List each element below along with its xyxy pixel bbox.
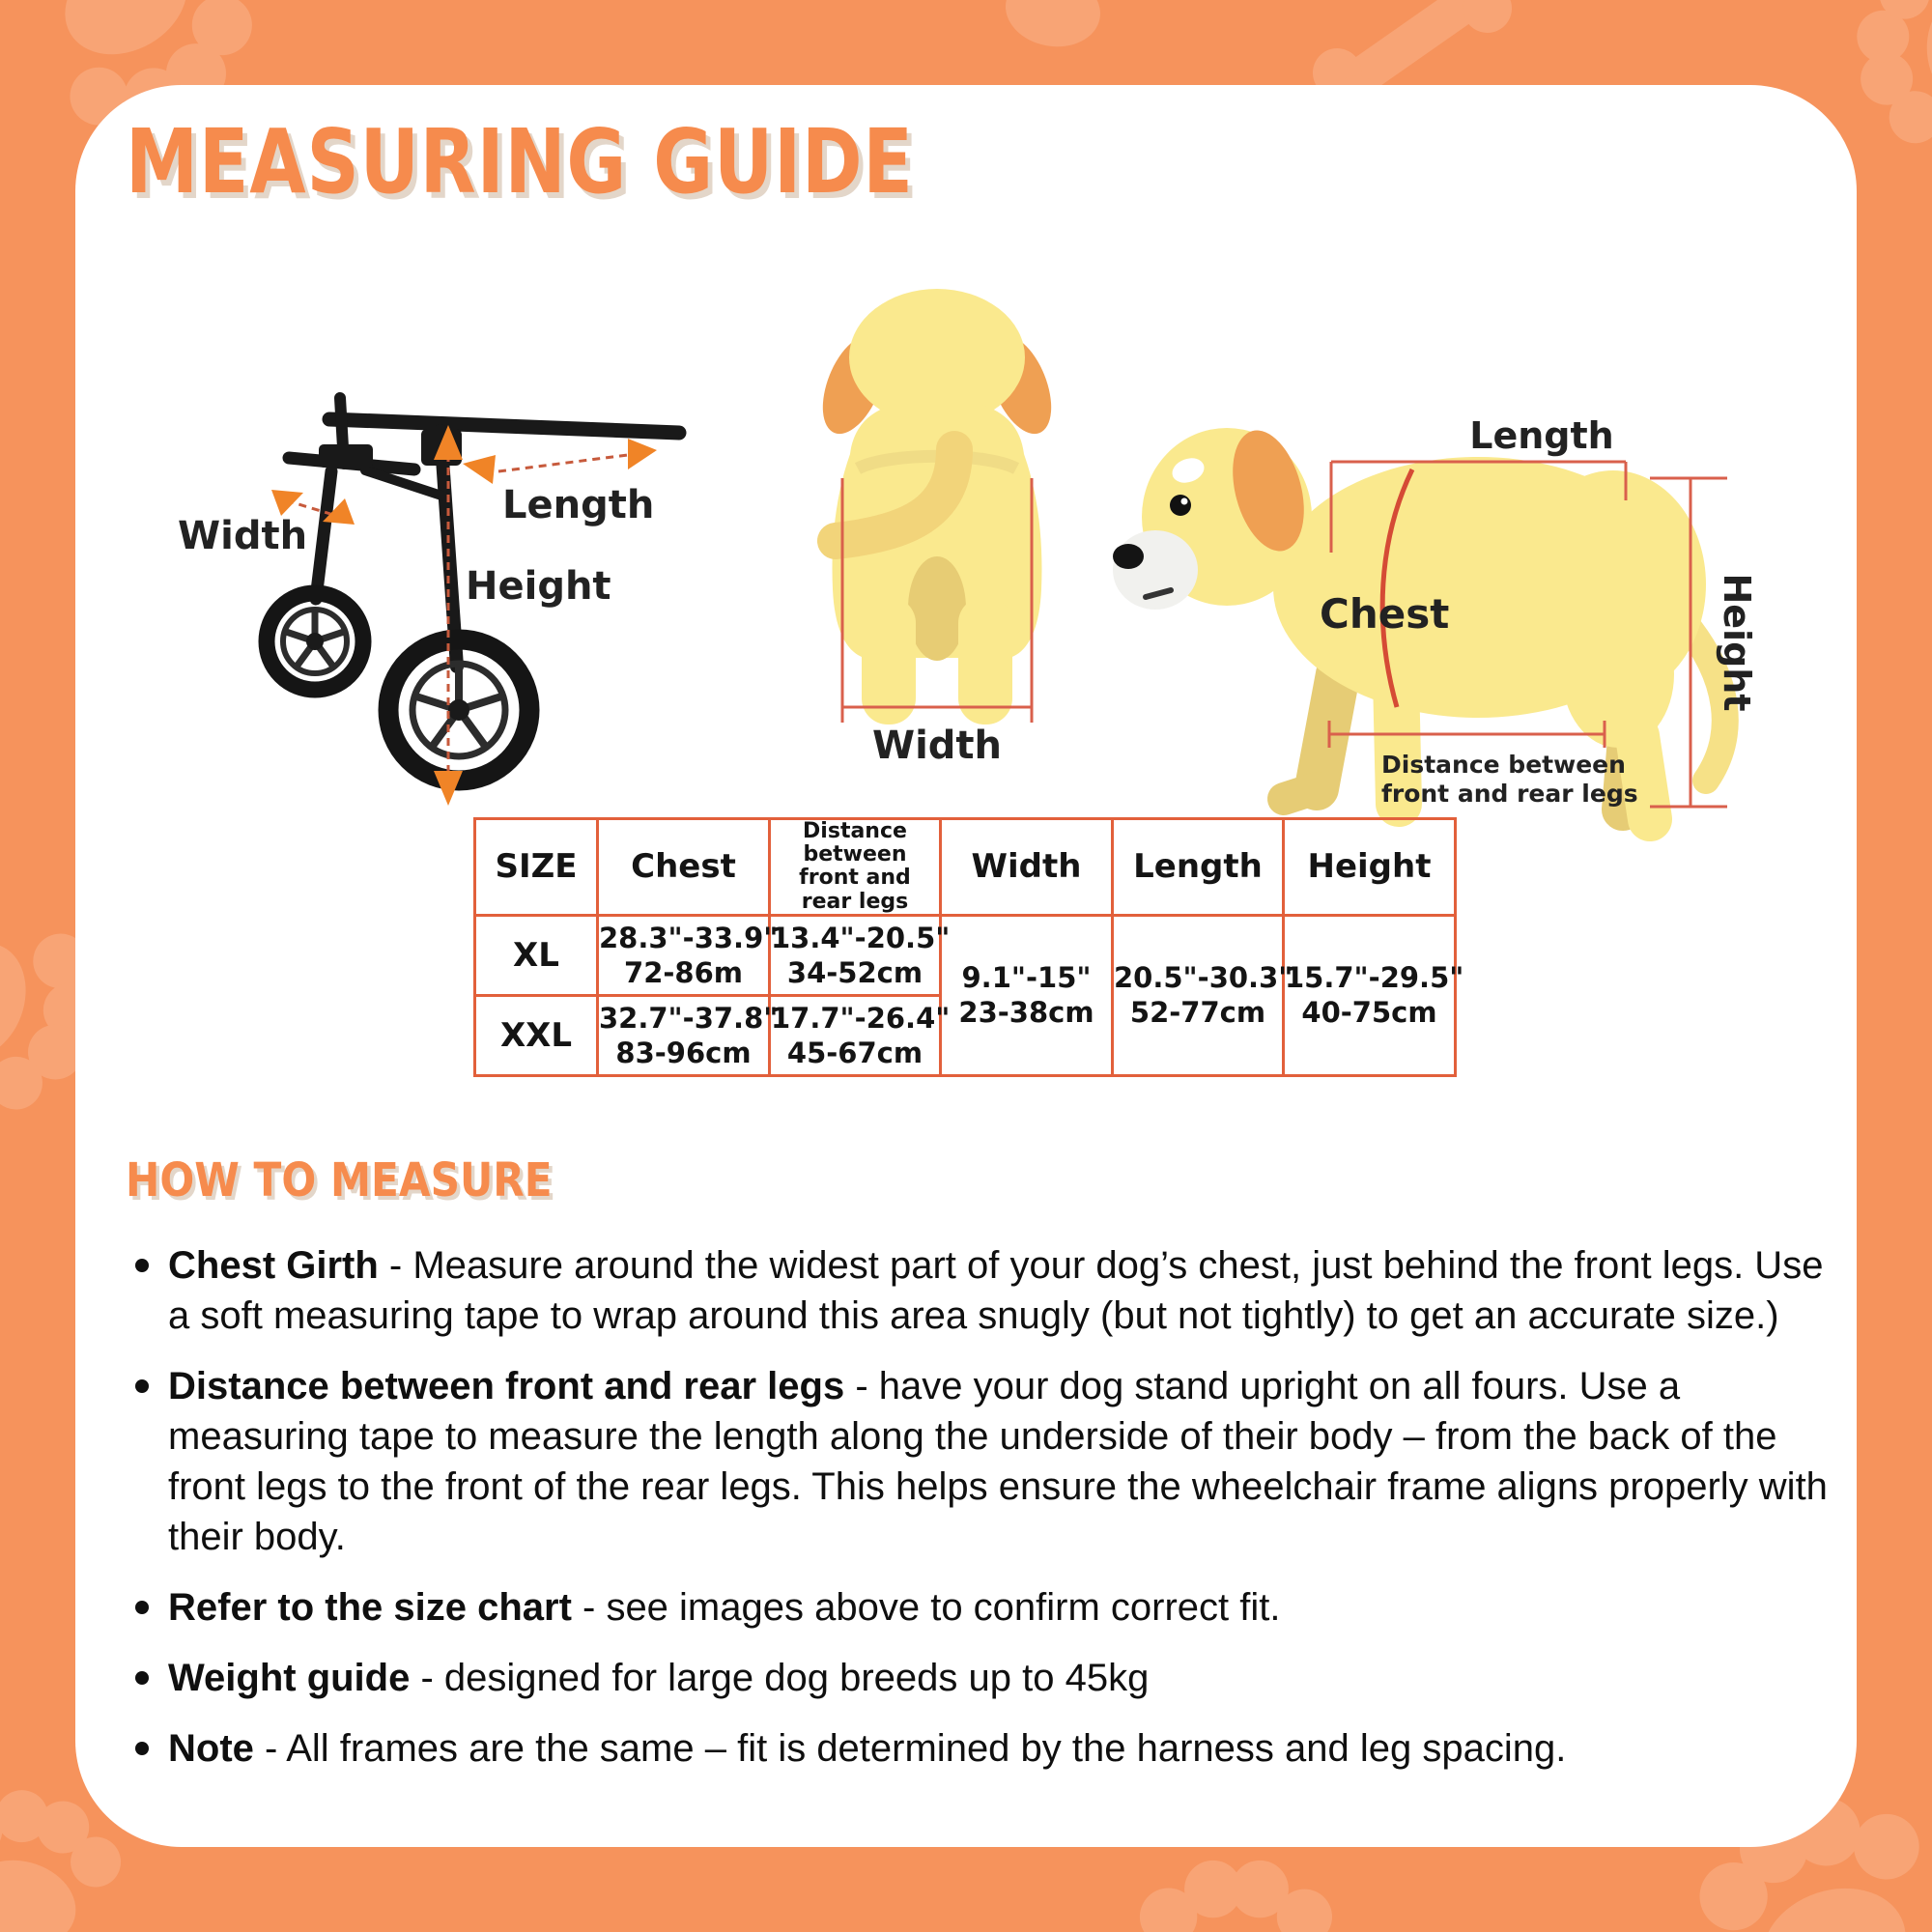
- cell-chest-xl: 28.3"-33.9" 72-86m: [598, 915, 770, 995]
- content-card: [75, 85, 1857, 1847]
- how-to-heading: HOW TO MEASURE: [126, 1153, 553, 1208]
- table-row: [475, 915, 1456, 995]
- cell-width-shared: 9.1"-15" 23-38cm: [941, 915, 1113, 1075]
- cell-size-xl: XL: [475, 915, 598, 995]
- wheelchair-height-label: Height: [466, 564, 611, 609]
- wheelchair-diagram: [133, 375, 713, 819]
- dog-side-height-label: Height: [1716, 573, 1758, 712]
- cell-length-shared: 20.5"-30.3" 52-77cm: [1113, 915, 1284, 1075]
- list-item-note: Note - All frames are the same – fit is determined by the harness and leg spacing.: [131, 1723, 1833, 1774]
- header-distance: Distance between front and rear legs: [770, 819, 941, 916]
- dog-side-distance-label-2: front and rear legs: [1381, 780, 1638, 808]
- header-width: Width: [941, 819, 1113, 916]
- wheelchair-length-label: Length: [502, 483, 655, 527]
- header-length: Length: [1113, 819, 1284, 916]
- rear-wheel: [388, 639, 529, 781]
- dog-side-length-label: Length: [1469, 414, 1614, 457]
- paw-icon: [1851, 0, 1932, 148]
- header-height: Height: [1284, 819, 1456, 916]
- cell-height-shared: 15.7"-29.5" 40-75cm: [1284, 915, 1456, 1075]
- how-to-list: [131, 1240, 1833, 1794]
- cell-distance-xxl: 17.7"-26.4" 45-67cm: [770, 995, 941, 1075]
- cell-distance-xl: 13.4"-20.5" 34-52cm: [770, 915, 941, 995]
- table-header-row: [475, 819, 1456, 916]
- header-size: SIZE: [475, 819, 598, 916]
- list-item-distance: Distance between front and rear legs - have your dog stand upright on all fours. Use a measuring tape to measure the length along the underside of their body – from the back of the front legs to the front of the rear legs. This helps ensure the wheelchair frame aligns properly with their body.: [131, 1361, 1833, 1562]
- dog-back-illustration: [810, 289, 1065, 724]
- dog-side-distance-label-1: Distance between: [1381, 751, 1626, 779]
- front-wheel: [267, 593, 363, 690]
- paw-icon: [1140, 1861, 1332, 1932]
- wheelchair-width-label: Width: [178, 514, 308, 558]
- paw-icon: [973, 0, 1142, 59]
- list-item-chest-girth: Chest Girth - Measure around the widest part of your dog’s chest, just behind the front legs. Use a soft measuring tape to wrap around this area snugly (but not tightly) to get an accurate size.): [131, 1240, 1833, 1341]
- cell-size-xxl: XXL: [475, 995, 598, 1075]
- page-title: MEASURING GUIDE: [126, 110, 914, 213]
- cell-chest-xxl: 32.7"-37.8" 83-96cm: [598, 995, 770, 1075]
- dog-side-diagram: [1092, 367, 1777, 850]
- dog-side-chest-label: Chest: [1320, 590, 1450, 638]
- list-item-weight-guide: Weight guide - designed for large dog breeds up to 45kg: [131, 1653, 1833, 1703]
- header-chest: Chest: [598, 819, 770, 916]
- size-table: [473, 817, 1464, 1077]
- dog-back-diagram: [792, 270, 1111, 773]
- list-item-size-chart: Refer to the size chart - see images above to confirm correct fit.: [131, 1582, 1833, 1633]
- dog-back-width-label: Width: [871, 724, 1003, 768]
